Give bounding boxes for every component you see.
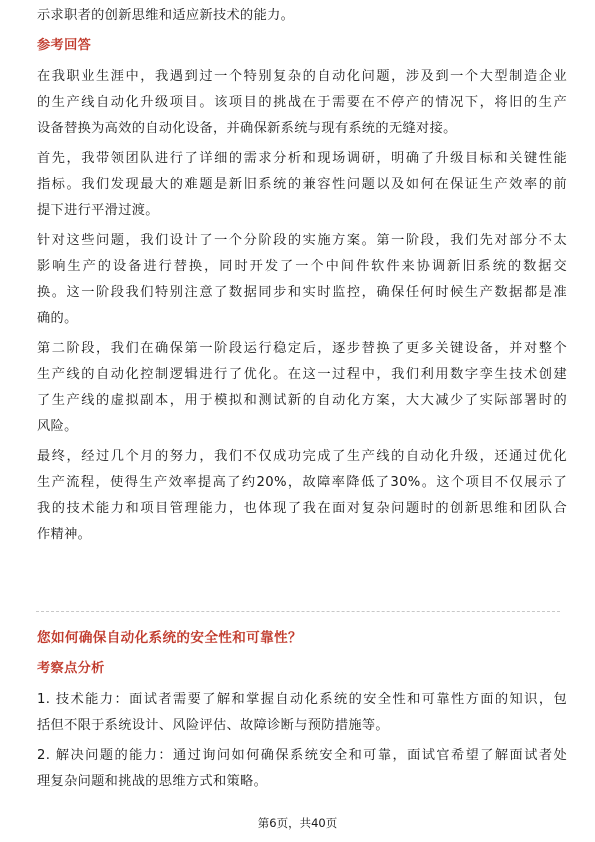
answer-line: 提下进行平滑过渡。	[37, 203, 159, 218]
answer-heading: 参考回答	[37, 38, 92, 53]
analysis-point-line: 1. 技术能力：面试者需要了解和掌握自动化系统的安全性和可靠性方面的知识，包	[37, 692, 567, 707]
answer-line: 我的技术能力和项目管理能力，也体现了我在面对复杂问题时的创新思维和团队合	[37, 501, 567, 516]
analysis-point-line: 2. 解决问题的能力：通过询问如何确保系统安全和可靠，面试官希望了解面试者处	[37, 748, 567, 763]
continuation-text: 示求职者的创新思维和适应新技术的能力。	[37, 8, 295, 23]
answer-line: 影响生产的设备进行替换，同时开发了一个中间件软件来协调新旧系统的数据交	[37, 259, 567, 274]
question-title: 您如何确保自动化系统的安全性和可靠性？	[37, 630, 302, 646]
answer-line: 指标。我们发现最大的难题是新旧系统的兼容性问题以及如何在保证生产效率的前	[37, 177, 567, 192]
answer-line: 生产线的自动化控制逻辑进行了优化。在这一过程中，我们利用数字孪生技术创建	[37, 367, 567, 382]
answer-line: 第二阶段，我们在确保第一阶段运行稳定后，逐步替换了更多关键设备，并对整个	[37, 341, 567, 356]
answer-line: 针对这些问题，我们设计了一个分阶段的实施方案。第一阶段，我们先对部分不太	[37, 233, 567, 248]
answer-line: 的生产线自动化升级项目。该项目的挑战在于需要在不停产的情况下，将旧的生产	[37, 95, 567, 110]
answer-line: 生产流程，使得生产效率提高了约20%，故障率降低了30%。这个项目不仅展示了	[37, 475, 567, 490]
answer-line: 作精神。	[37, 527, 92, 542]
answer-line: 风险。	[37, 419, 78, 434]
analysis-point-line: 括但不限于系统设计、风险评估、故障诊断与预防措施等。	[37, 718, 389, 733]
answer-line: 确的。	[37, 311, 78, 326]
analysis-heading: 考察点分析	[37, 661, 105, 676]
answer-line: 最终，经过几个月的努力，我们不仅成功完成了生产线的自动化升级，还通过优化	[37, 449, 567, 464]
answer-line: 首先，我带领团队进行了详细的需求分析和现场调研，明确了升级目标和关键性能	[37, 151, 567, 166]
answer-line: 设备替换为高效的自动化设备，并确保新系统与现有系统的无缝对接。	[37, 121, 457, 136]
analysis-point-line: 理复杂问题和挑战的思维方式和策略。	[37, 774, 268, 789]
section-divider	[36, 611, 560, 612]
answer-line: 换。这一阶段我们特别注意了数据同步和实时监控，确保任何时候生产数据都是准	[37, 285, 567, 300]
answer-line: 了生产线的虚拟副本，用于模拟和测试新的自动化方案，大大减少了实际部署时的	[37, 393, 567, 408]
page-number: 第6页，共40页	[257, 816, 338, 830]
answer-line: 在我职业生涯中，我遇到过一个特别复杂的自动化问题，涉及到一个大型制造企业	[37, 69, 567, 84]
